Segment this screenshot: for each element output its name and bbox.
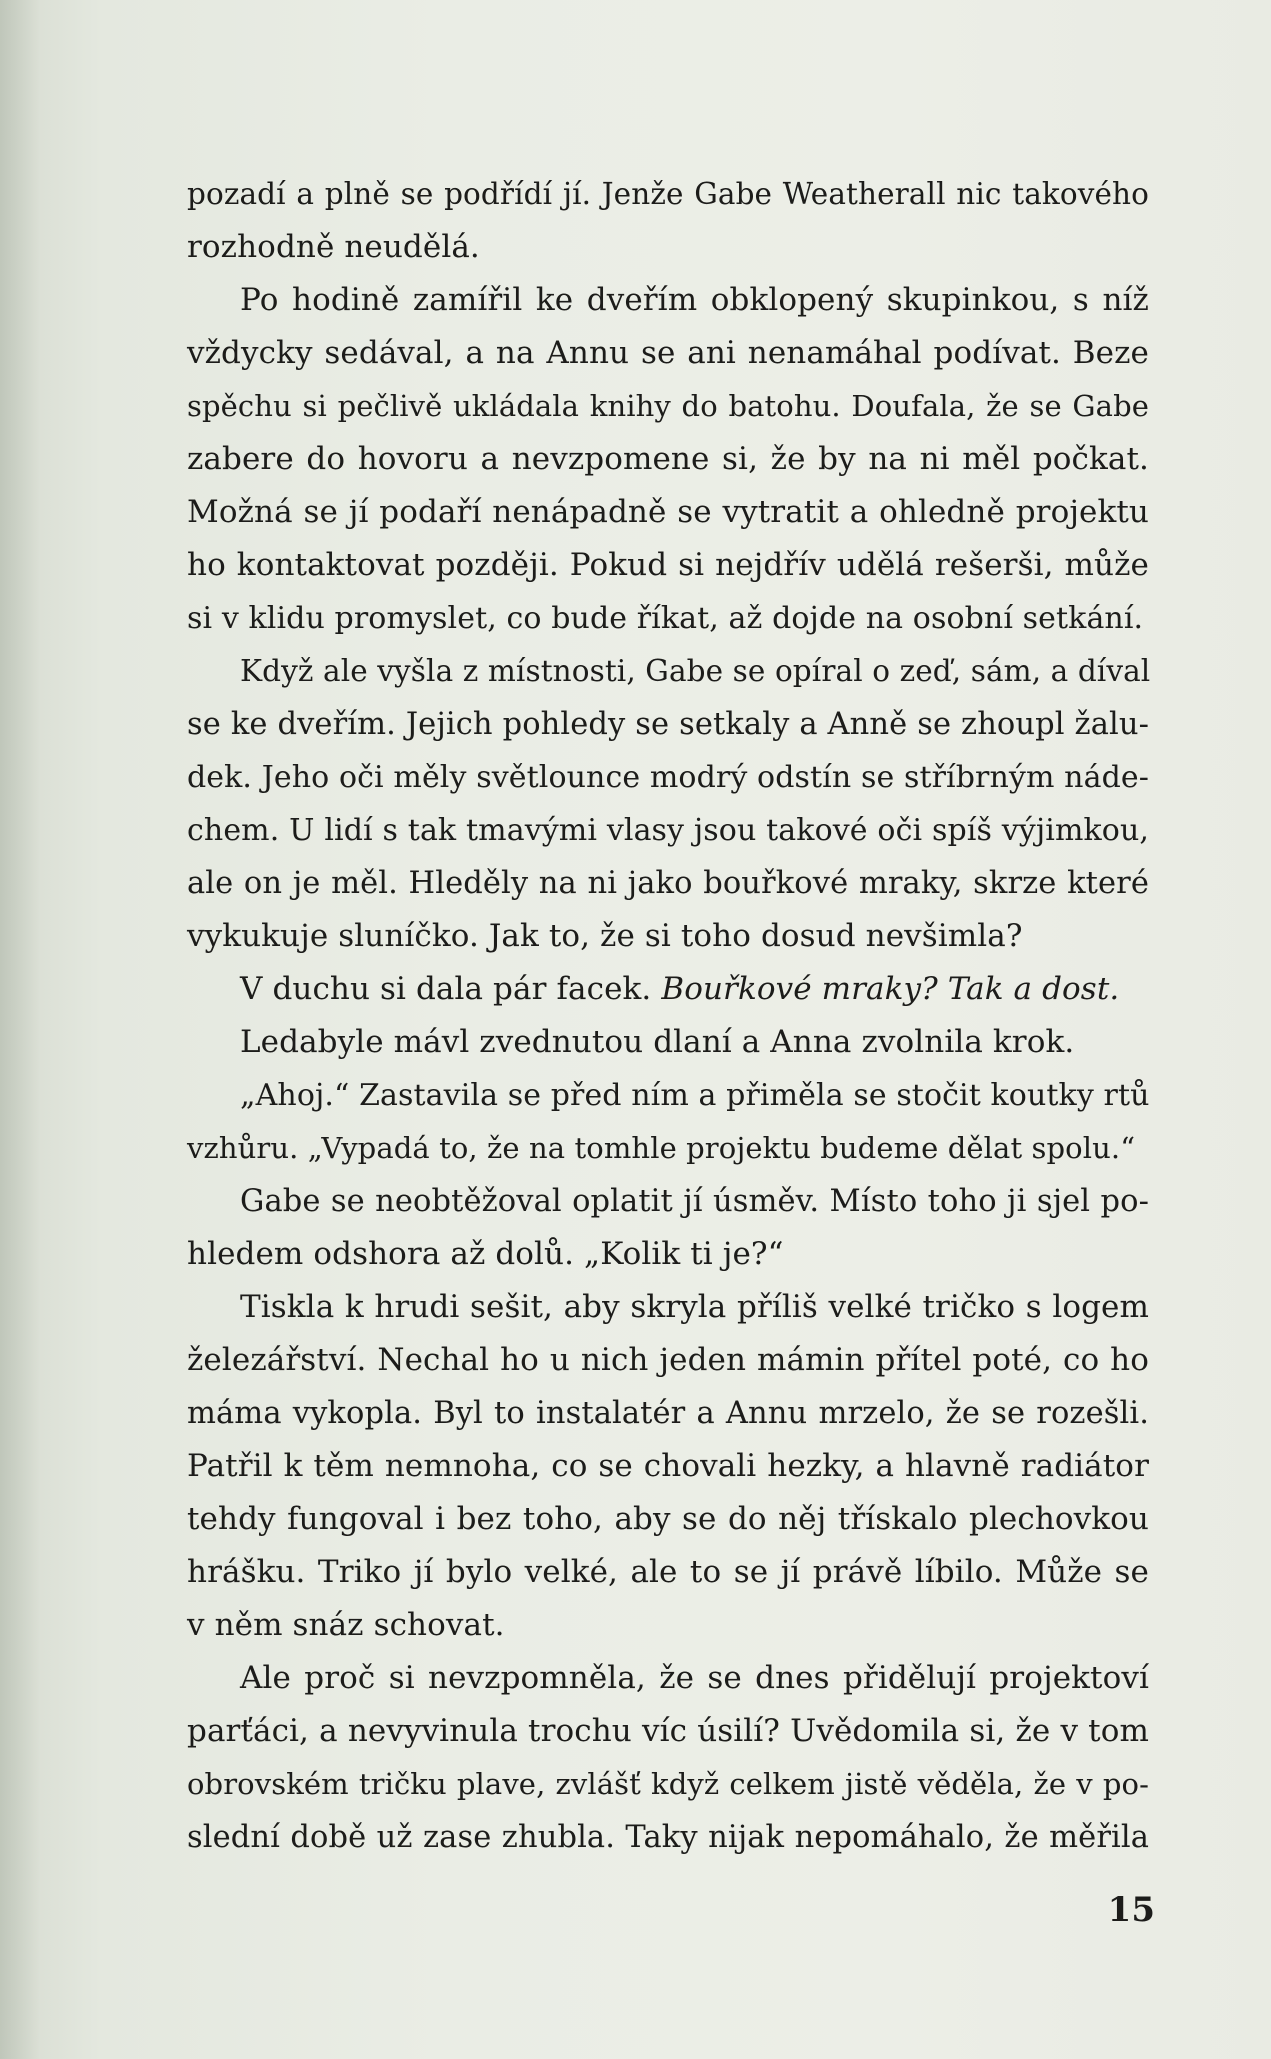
text-line-content: máma vykopla. Byl to instalatér a Annu mrzelo, že se rozešli. — [187, 1396, 1149, 1431]
text-line-content: Ale proč si nevzpomněla, že se dnes přidělují projektoví — [240, 1660, 1149, 1696]
text-line-content: slední době už zase zhubla. Taky nijak nepomáhalo, že měřila — [187, 1820, 1149, 1855]
text-line-content: Patřil k těm nemnoha, co se chovali hezky, a hlavně radiátor — [187, 1448, 1149, 1484]
text-line — [187, 1228, 1149, 1281]
text-line-content: ale on je měl. Hleděly na ni jako bouřkové mraky, skrze které — [187, 866, 1149, 901]
text-line-content: V duchu si dala pár facek. — [240, 971, 662, 1007]
text-line — [187, 1122, 1149, 1175]
text-line-content: Možná se jí podaří nenápadně se vytratit a ohledně projektu — [187, 494, 1149, 530]
italic-thought: Bouřkové mraky? Tak a dost. — [661, 971, 1120, 1007]
text-line — [187, 1334, 1149, 1387]
text-line — [187, 1493, 1149, 1546]
text-line-content: dek. Jeho oči měly světlounce modrý odstín se stříbrným náde- — [187, 760, 1149, 795]
text-line — [187, 857, 1149, 910]
text-line — [187, 1281, 1149, 1334]
text-line-content: Když ale vyšla z místnosti, Gabe se opíral o zeď, sám, a díval — [240, 654, 1151, 688]
text-line-content: Gabe se neobtěžoval oplatit jí úsměv. Místo toho ji sjel po- — [240, 1184, 1149, 1219]
text-line — [187, 698, 1149, 751]
text-line-content: tehdy fungoval i bez toho, aby se do něj třískalo plechovkou — [187, 1501, 1149, 1537]
text-line — [187, 168, 1149, 221]
text-line — [187, 1069, 1149, 1122]
text-line-content: Ledabyle mávl zvednutou dlaní a Anna zvolnila krok. — [240, 1024, 1075, 1060]
text-line — [187, 1546, 1149, 1599]
text-line — [187, 592, 1149, 645]
text-line — [187, 1016, 1149, 1069]
text-line — [187, 221, 1149, 274]
text-line-content: Po hodině zamířil ke dveřím obklopený skupinkou, s níž — [240, 282, 1149, 318]
text-line — [187, 1440, 1149, 1493]
text-line-content: pozadí a plně se podřídí jí. Jenže Gabe Weatherall nic takového — [187, 177, 1149, 211]
text-line — [187, 804, 1149, 857]
text-line — [187, 1175, 1149, 1228]
text-line — [187, 751, 1149, 804]
text-line-content: hrášku. Triko jí bylo velké, ale to se jí právě líbilo. Může se — [187, 1554, 1149, 1590]
text-line-content: ho kontaktovat později. Pokud si nejdřív udělá rešerši, může — [187, 547, 1149, 583]
text-line-content: hledem odshora až dolů. „Kolik ti je?“ — [187, 1236, 784, 1272]
text-line-content: se ke dveřím. Jejich pohledy se setkaly a Anně se zhoupl žalu- — [187, 707, 1149, 742]
text-line — [187, 380, 1149, 433]
text-line-content: si v klidu promyslet, co bude říkat, až dojde na osobní setkání. — [187, 601, 1144, 636]
text-line — [187, 1705, 1149, 1758]
text-line-content: vykukuje sluníčko. Jak to, že si toho dosud nevšimla? — [187, 918, 1023, 954]
text-line — [187, 327, 1149, 380]
text-line-content: rozhodně neudělá. — [187, 229, 480, 265]
text-line-content: obrovském tričku plave, zvlášť když celkem jistě věděla, že v po- — [187, 1767, 1149, 1801]
text-line-content: spěchu si pečlivě ukládala knihy do batohu. Doufala, že se Gabe — [187, 389, 1149, 423]
text-line-content: zabere do hovoru a nevzpomene si, že by na ni měl počkat. — [187, 441, 1149, 477]
text-line-content: v něm snáz schovat. — [187, 1607, 505, 1643]
text-line — [187, 274, 1149, 327]
text-line — [187, 645, 1149, 698]
text-line — [187, 963, 1149, 1016]
text-line-content: parťáci, a nevyvinula trochu víc úsilí? Uvědomila si, že v tom — [187, 1713, 1149, 1749]
page-gutter-shadow — [0, 0, 40, 2059]
text-line — [187, 1599, 1149, 1652]
text-line-content: vždycky sedával, a na Annu se ani nenamáhal podívat. Beze — [187, 335, 1149, 371]
text-line — [187, 433, 1149, 486]
body-text — [187, 168, 1149, 1864]
text-line — [187, 1652, 1149, 1705]
text-line-content: železářství. Nechal ho u nich jeden mámin přítel poté, co ho — [187, 1342, 1149, 1378]
text-line-content: Tiskla k hrudi sešit, aby skryla příliš velké tričko s logem — [240, 1289, 1149, 1325]
text-line-content: chem. U lidí s tak tmavými vlasy jsou takové oči spíš výjimkou, — [187, 813, 1149, 848]
text-line — [187, 910, 1149, 963]
page-number: 15 — [1107, 1890, 1155, 1930]
text-line — [187, 486, 1149, 539]
text-line — [187, 1387, 1149, 1440]
text-line-content: vzhůru. „Vypadá to, že na tomhle projektu budeme dělat spolu.“ — [187, 1131, 1136, 1165]
text-line — [187, 1811, 1149, 1864]
text-line — [187, 539, 1149, 592]
text-line-content: „Ahoj.“ Zastavila se před ním a přiměla se stočit koutky rtů — [240, 1078, 1150, 1113]
text-line — [187, 1758, 1149, 1811]
